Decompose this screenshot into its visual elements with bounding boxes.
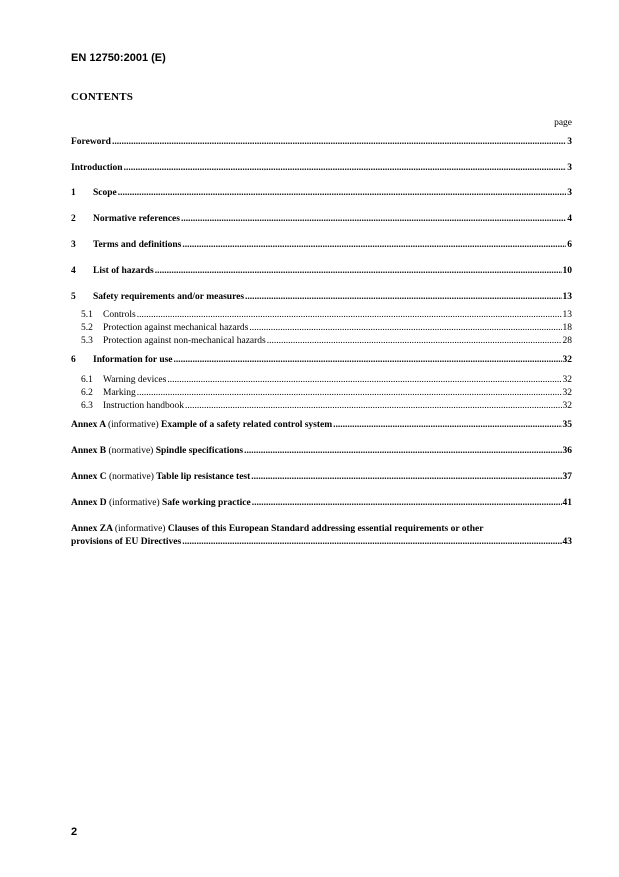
toc-entry-title: Scope: [93, 188, 117, 198]
toc-entry-page: 3: [567, 163, 572, 173]
toc-entry-page: 32: [562, 388, 572, 398]
toc-entry-annex-za-line1[interactable]: [71, 524, 572, 535]
toc-entry-page: 43: [562, 537, 572, 547]
toc-entry-foreword[interactable]: [71, 137, 572, 148]
toc-entry-page: 4: [567, 214, 572, 224]
toc-annex-title: [71, 446, 243, 457]
toc-entry-scope[interactable]: [71, 188, 572, 199]
toc-entry-number: 4: [71, 266, 76, 276]
toc-subentry-marking[interactable]: [81, 388, 572, 399]
toc-entry-page: 35: [562, 420, 572, 430]
contents-title: CONTENTS: [71, 91, 134, 103]
annex-label: Annex B: [71, 446, 107, 456]
annex-label: Annex C: [71, 472, 107, 482]
dot-leader: [182, 240, 566, 251]
dot-leader: [112, 137, 566, 148]
dot-leader: [137, 310, 562, 321]
annex-title-continued: provisions of EU Directives: [71, 537, 182, 547]
toc-entry-number: 1: [71, 188, 76, 198]
toc-entry-page: 3: [567, 188, 572, 198]
toc-entry-page: 18: [562, 323, 572, 333]
annex-type: (informative): [107, 420, 159, 430]
toc-annex-title: [71, 420, 332, 431]
toc-entry-title: Safety requirements and/or measures: [93, 292, 245, 302]
toc-entry-number: 5: [71, 292, 76, 302]
dot-leader: [251, 472, 561, 483]
dot-leader: [118, 188, 567, 199]
toc-entry-annex-b[interactable]: [71, 446, 572, 457]
toc-entry-title: Marking: [103, 388, 136, 398]
dot-leader: [245, 292, 561, 303]
toc-subentry-warning-devices[interactable]: [81, 375, 572, 386]
dot-leader: [174, 355, 562, 366]
toc-subentry-mechanical-hazards[interactable]: [81, 323, 572, 334]
dot-leader: [137, 388, 562, 399]
toc-entry-title: Foreword: [71, 137, 111, 147]
toc-entry-title: Terms and definitions: [93, 240, 182, 250]
dot-leader: [167, 375, 561, 386]
toc-entry-page: 13: [562, 292, 572, 302]
annex-title: Spindle specifications: [155, 446, 244, 456]
annex-type: (informative): [109, 498, 160, 508]
standard-id: EN 12750:2001 (E): [71, 52, 166, 64]
toc-entry-title: Introduction: [71, 163, 123, 173]
toc-entry-number: 6.1: [81, 375, 93, 385]
toc-entry-title: Warning devices: [103, 375, 167, 385]
toc-entry-number: 3: [71, 240, 76, 250]
toc-subentry-controls[interactable]: [81, 310, 572, 321]
toc-entry-page: 37: [562, 472, 572, 482]
toc-subentry-instruction-handbook[interactable]: [81, 401, 572, 412]
toc-entry-number: 2: [71, 214, 76, 224]
footer-page-number: 2: [71, 826, 78, 838]
toc-entry-title: Controls: [103, 310, 136, 320]
toc-entry-page: 6: [567, 240, 572, 250]
annex-type: (normative): [108, 446, 154, 456]
toc-entry-title: List of hazards: [93, 266, 154, 276]
toc-entry-number: 5.3: [81, 336, 93, 346]
annex-title: Safe working practice: [162, 498, 251, 508]
dot-leader: [244, 446, 561, 457]
annex-title: Table lip resistance test: [156, 472, 251, 482]
toc-entry-annex-c[interactable]: [71, 472, 572, 483]
toc-entry-number: 5.2: [81, 323, 93, 333]
toc-entry-terms-definitions[interactable]: [71, 240, 572, 251]
toc-entry-page: 3: [567, 137, 572, 147]
toc-entry-number: 6: [71, 355, 76, 365]
toc-entry-page: 32: [562, 355, 572, 365]
toc-entry-introduction[interactable]: [71, 163, 572, 174]
annex-title: Clauses of this European Standard addressing essential requirements or other: [167, 524, 484, 534]
page-column-label: page: [554, 118, 572, 128]
dot-leader: [252, 498, 562, 509]
toc-entry-annex-d[interactable]: [71, 498, 572, 509]
toc-entry-annex-a[interactable]: [71, 420, 572, 431]
toc-entry-annex-za-line2[interactable]: [71, 537, 572, 548]
toc-entry-information-for-use[interactable]: [71, 355, 572, 366]
annex-type: (normative): [109, 472, 154, 482]
annex-label: Annex D: [71, 498, 107, 508]
annex-type: (informative): [114, 524, 166, 534]
dot-leader: [249, 323, 561, 334]
dot-leader: [333, 420, 561, 431]
toc-entry-safety-requirements[interactable]: [71, 292, 572, 303]
toc-entry-page: 41: [562, 498, 572, 508]
toc-entry-number: 6.3: [81, 401, 93, 411]
toc-entry-title: Protection against mechanical hazards: [103, 323, 249, 333]
toc-entry-list-of-hazards[interactable]: [71, 266, 572, 277]
toc-entry-page: 36: [562, 446, 572, 456]
toc-entry-page: 13: [562, 310, 572, 320]
dot-leader: [181, 214, 566, 225]
annex-label: Annex ZA: [71, 524, 113, 534]
annex-label: Annex A: [71, 420, 106, 430]
toc-entry-page: 32: [562, 401, 572, 411]
toc-entry-title: Instruction handbook: [103, 401, 185, 411]
toc-entry-number: 6.2: [81, 388, 93, 398]
toc-entry-title: Information for use: [93, 355, 173, 365]
toc-annex-title: [71, 472, 250, 483]
toc-subentry-non-mechanical-hazards[interactable]: [81, 336, 572, 347]
dot-leader: [182, 537, 561, 548]
toc-entry-title: Protection against non-mechanical hazards: [103, 336, 266, 346]
toc-entry-page: 28: [562, 336, 572, 346]
toc-annex-title: [71, 498, 251, 509]
dot-leader: [185, 401, 561, 412]
dot-leader: [155, 266, 562, 277]
toc-entry-title: Normative references: [93, 214, 180, 224]
toc-entry-page: 10: [562, 266, 572, 276]
toc-entry-normative-references[interactable]: [71, 214, 572, 225]
annex-title: Example of a safety related control system: [161, 420, 333, 430]
toc-entry-number: 5.1: [81, 310, 93, 320]
dot-leader: [267, 336, 562, 347]
toc-entry-page: 32: [562, 375, 572, 385]
dot-leader: [124, 163, 567, 174]
